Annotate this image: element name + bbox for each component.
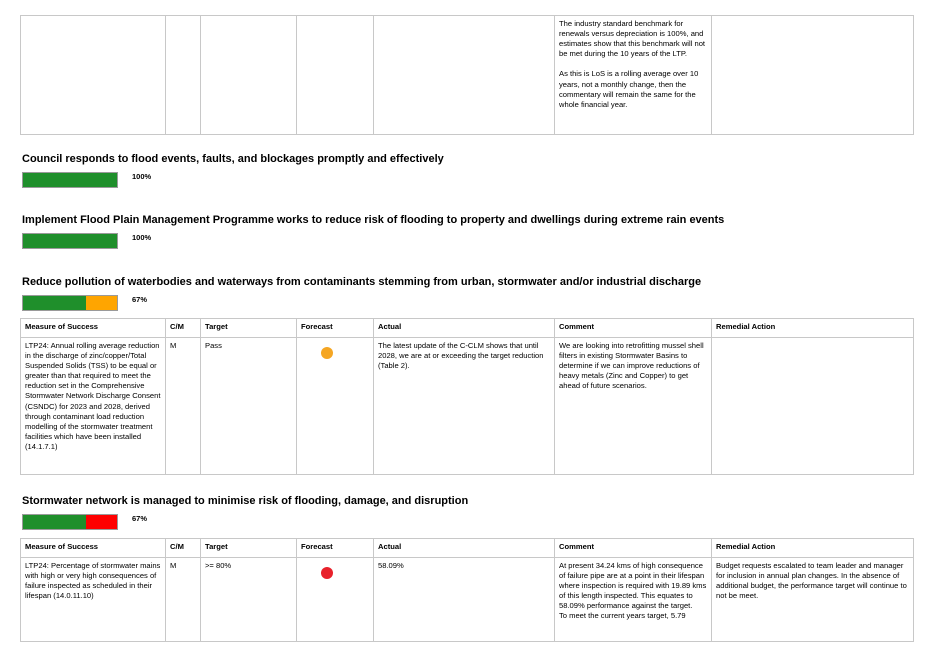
remedial-cell: Budget requests escalated to team leader and manager for inclusion in annual plan changes. In the absence of additional budget, the performance target will continue to not be meet.	[712, 558, 914, 642]
percent-label: 100%	[132, 172, 152, 181]
col-header-comment: Comment	[555, 319, 712, 338]
top-remedial-cell	[712, 16, 914, 135]
bar-red-segment	[86, 515, 117, 529]
percent-label: 67%	[132, 295, 148, 304]
target-cell: Pass	[201, 338, 297, 475]
percent-label: 67%	[132, 514, 148, 523]
cm-cell: M	[166, 338, 201, 475]
comment-cell: At present 34.24 kms of high consequence of failure pipe are at a point in their lifespan where inspection is required with 19.89 kms of this length inspected. This equates to 58.09% performance against the target. To meet the current years target, 5.79	[555, 558, 712, 642]
col-header-measure: Measure of Success	[21, 319, 166, 338]
cm-cell: M	[166, 558, 201, 642]
section-title: Implement Flood Plain Management Programme works to reduce risk of flooding to property and dwellings during extreme rain events	[22, 214, 725, 226]
col-header-remedial: Remedial Action	[712, 539, 914, 558]
section-title: Stormwater network is managed to minimise risk of flooding, damage, and disruption	[22, 495, 469, 507]
header-row	[21, 319, 914, 338]
bar-green-segment	[23, 296, 86, 310]
forecast-amber-indicator-icon	[321, 347, 333, 359]
top-measure-cell	[21, 16, 166, 135]
actual-cell: The latest update of the C-CLM shows that until 2028, we are at or exceeding the target reduction (Table 2).	[374, 338, 555, 475]
comment-cell: We are looking into retrofitting mussel shell filters in existing Stormwater Basins to determine if we can improve reductions of heavy metals (Zinc and Copper) to get ahead of future scenarios.	[555, 338, 712, 475]
col-header-comment: Comment	[555, 539, 712, 558]
progress-bar	[22, 514, 118, 530]
measures-table	[20, 538, 914, 642]
col-header-cm: C/M	[166, 319, 201, 338]
section-title: Council responds to flood events, faults, and blockages promptly and effectively	[22, 153, 444, 165]
target-cell: >= 80%	[201, 558, 297, 642]
measure-cell: LTP24: Annual rolling average reduction in the discharge of zinc/copper/Total Suspended Solids (TSS) to be equal or greater than that required to meet the reduction set in the Comprehensive Stormwater Network Discharge Consent (CSNDC) for 2023 and 2028, derived through contaminant load reduction modelling of the stormwater treatment facilities which have been installed (14.1.7.1)	[21, 338, 166, 475]
remedial-cell	[712, 338, 914, 475]
progress-bar	[22, 295, 118, 311]
forecast-cell	[297, 558, 374, 642]
bar-green-segment	[23, 515, 86, 529]
actual-cell: 58.09%	[374, 558, 555, 642]
top-forecast-cell	[297, 16, 374, 135]
table-row	[21, 338, 914, 475]
top-comment-cell	[555, 16, 712, 135]
top-actual-cell	[374, 16, 555, 135]
col-header-actual: Actual	[374, 539, 555, 558]
header-row	[21, 539, 914, 558]
forecast-cell	[297, 338, 374, 475]
percent-label: 100%	[132, 233, 152, 242]
table-row	[21, 558, 914, 642]
top-target-cell	[201, 16, 297, 135]
col-header-target: Target	[201, 319, 297, 338]
col-header-forecast: Forecast	[297, 539, 374, 558]
col-header-forecast: Forecast	[297, 319, 374, 338]
top-cm-cell	[166, 16, 201, 135]
bar-amber-segment	[86, 296, 117, 310]
bar-green-segment	[23, 173, 117, 187]
col-header-actual: Actual	[374, 319, 555, 338]
progress-bar	[22, 233, 118, 249]
col-header-target: Target	[201, 539, 297, 558]
forecast-red-indicator-icon	[321, 567, 333, 579]
section-title: Reduce pollution of waterbodies and waterways from contaminants stemming from urban, stormwater and/or industrial discharge	[22, 276, 702, 288]
measures-table	[20, 318, 914, 475]
col-header-measure: Measure of Success	[21, 539, 166, 558]
progress-bar	[22, 172, 118, 188]
top-comment-text: The industry standard benchmark for renewals versus depreciation is 100%, and estimates show that this benchmark will not be met during the 10 years of the LTP. As this is LoS is a rolling average over 10 years, not a monthly change, then the commentary will remain the same for the whole financial year.	[559, 19, 706, 109]
measure-cell: LTP24: Percentage of stormwater mains with high or very high consequences of failure inspected as scheduled in their lifespan (14.0.11.10)	[21, 558, 166, 642]
col-header-remedial: Remedial Action	[712, 319, 914, 338]
col-header-cm: C/M	[166, 539, 201, 558]
bar-green-segment	[23, 234, 117, 248]
top-continuation-table	[20, 15, 914, 135]
